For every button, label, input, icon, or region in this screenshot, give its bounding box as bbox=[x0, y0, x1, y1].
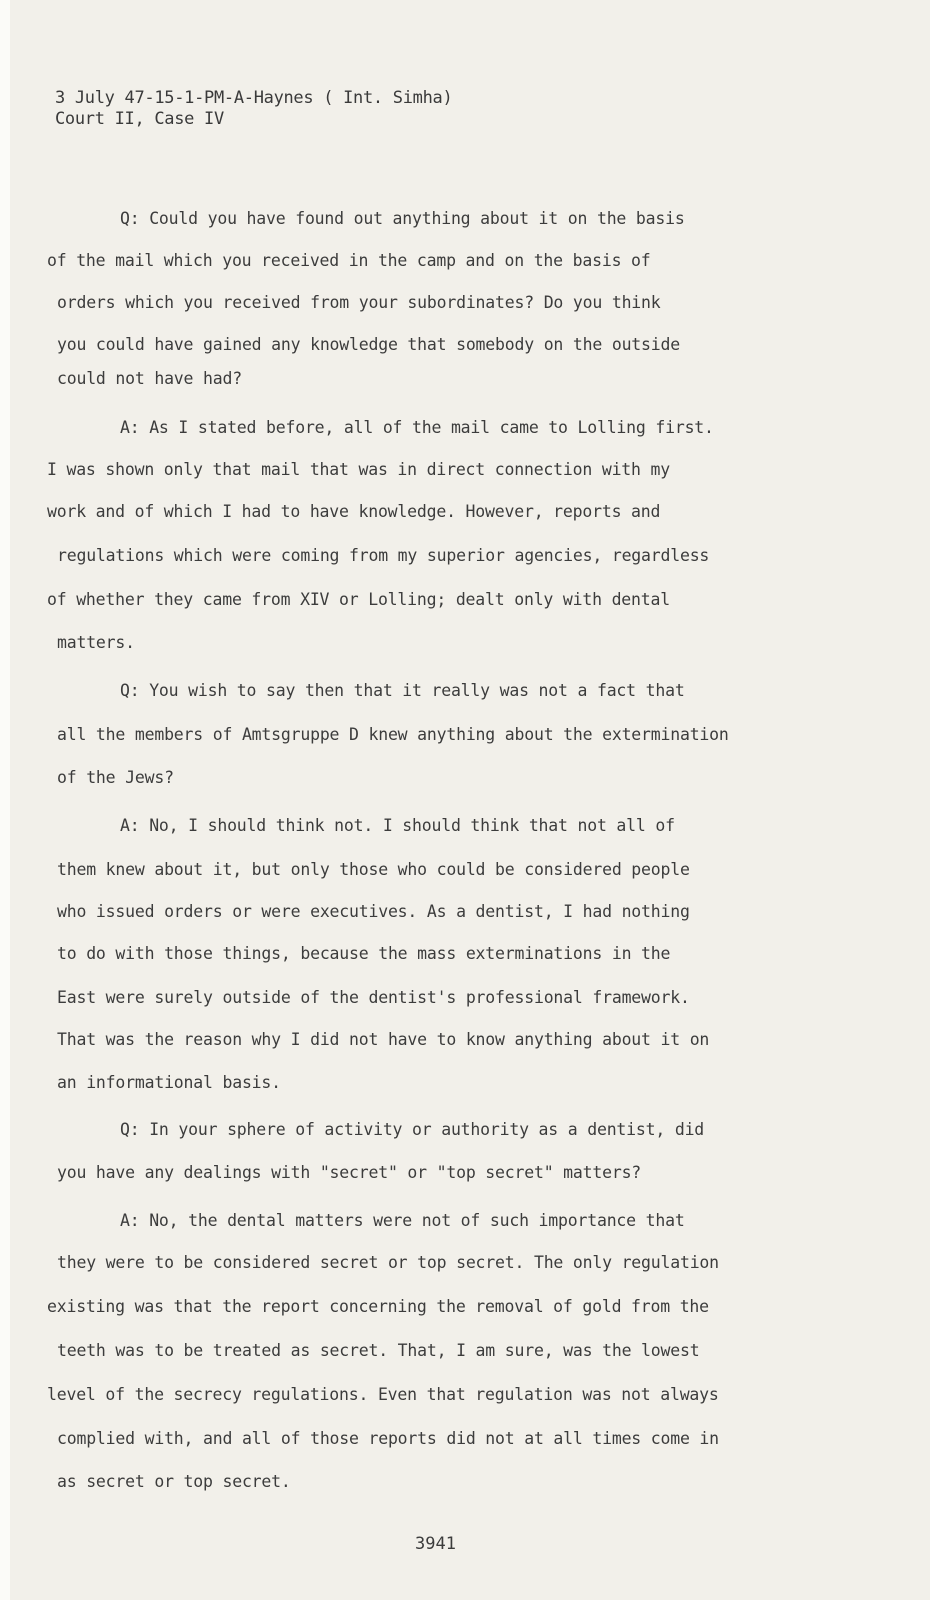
text-line: matters. bbox=[57, 633, 135, 652]
text-line: could not have had? bbox=[57, 369, 242, 388]
text-line: of the Jews? bbox=[57, 768, 174, 787]
text-line: them knew about it, but only those who could be considered people bbox=[57, 860, 690, 879]
text-line: they were to be considered secret or top secret. The only regulation bbox=[57, 1253, 719, 1272]
text-line: as secret or top secret. bbox=[57, 1472, 291, 1491]
text-line: teeth was to be treated as secret. That, I am sure, was the lowest bbox=[57, 1341, 700, 1360]
document-header bbox=[55, 88, 452, 130]
text-line: Q: You wish to say then that it really was not a fact that bbox=[120, 681, 685, 700]
text-line: level of the secrecy regulations. Even that regulation was not always bbox=[47, 1385, 719, 1404]
text-line: Q: In your sphere of activity or authority as a dentist, did bbox=[120, 1120, 705, 1139]
text-line: A: No, the dental matters were not of such importance that bbox=[120, 1211, 685, 1230]
text-line: an informational basis. bbox=[57, 1073, 281, 1092]
text-line: you could have gained any knowledge that somebody on the outside bbox=[57, 335, 680, 354]
text-line: complied with, and all of those reports did not at all times come in bbox=[57, 1429, 719, 1448]
text-line: of the mail which you received in the camp and on the basis of bbox=[47, 251, 651, 270]
text-line: A: No, I should think not. I should think that not all of bbox=[120, 816, 675, 835]
text-line: Q: Could you have found out anything about it on the basis bbox=[120, 209, 685, 228]
text-line: A: As I stated before, all of the mail came to Lolling first. bbox=[120, 418, 714, 437]
text-line: you have any dealings with "secret" or "top secret" matters? bbox=[57, 1163, 642, 1182]
text-line: East were surely outside of the dentist's professional framework. bbox=[57, 988, 690, 1007]
text-line: existing was that the report concerning the removal of gold from the bbox=[47, 1297, 709, 1316]
text-line: work and of which I had to have knowledge. However, reports and bbox=[47, 502, 661, 521]
text-line: to do with those things, because the mass exterminations in the bbox=[57, 944, 671, 963]
page-edge bbox=[0, 0, 10, 1600]
page-number: 3941 bbox=[415, 1534, 456, 1554]
header-line-court: Court II, Case IV bbox=[55, 109, 224, 129]
text-line: I was shown only that mail that was in direct connection with my bbox=[47, 460, 670, 479]
header-line-date: 3 July 47-15-1-PM-A-Haynes ( Int. Simha) bbox=[55, 88, 453, 108]
text-line: orders which you received from your subordinates? Do you think bbox=[57, 293, 661, 312]
text-line: who issued orders or were executives. As a dentist, I had nothing bbox=[57, 902, 690, 921]
text-line: of whether they came from XIV or Lolling; dealt only with dental bbox=[47, 590, 670, 609]
text-line: all the members of Amtsgruppe D knew anything about the extermination bbox=[57, 725, 729, 744]
text-line: regulations which were coming from my superior agencies, regardless bbox=[57, 546, 710, 565]
text-line: That was the reason why I did not have to know anything about it on bbox=[57, 1030, 710, 1049]
